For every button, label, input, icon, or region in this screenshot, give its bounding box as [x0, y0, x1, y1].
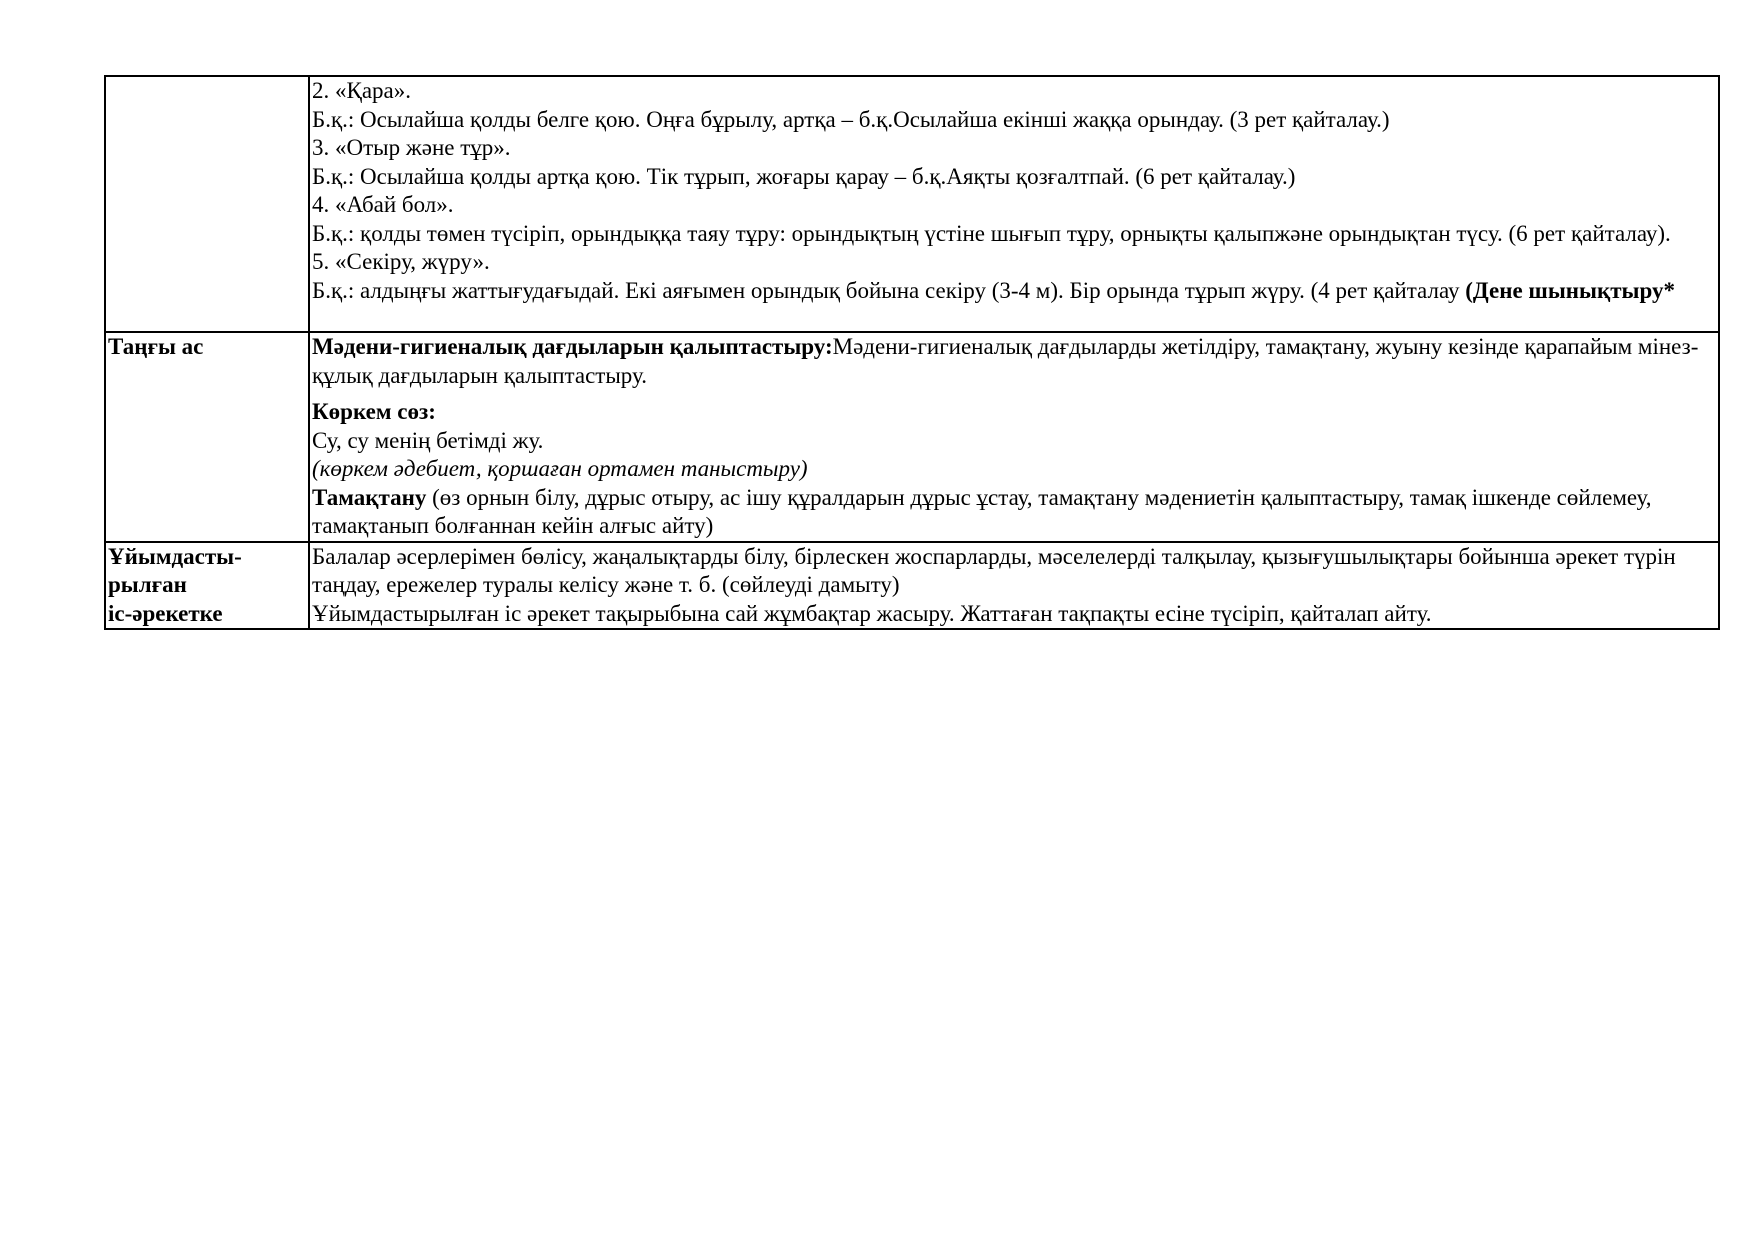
- exercise-line: 5. «Секіру, жүру».: [312, 249, 490, 274]
- exercise-line: 2. «Қара».: [312, 78, 412, 103]
- culture-heading: Мәдени-гигиеналық дағдыларын қалыптастыру:: [312, 334, 833, 359]
- exercise-line: 4. «Абай бол».: [312, 192, 454, 217]
- exercise-line: Б.қ.: қолды төмен түсіріп, орындыққа таяу тұру: орындықтың үстіне шығып тұру, орнықты қалыпжәне орындықтан түсу. (6 рет қайталау).: [312, 220, 1671, 246]
- eating-text: (өз орнын білу, дұрыс отыру, ас ішу құралдарын дұрыс ұстау, тамақтану мәдениетін қалыптастыру, тамақ ішкенде сөйлемеу, тамақтанып болғаннан кейін алғыс айту): [312, 484, 1652, 538]
- exercise-line-text: Б.қ.: алдыңғы жаттығудағыдай. Екі аяғымен орындық бойына секіру (3-4 м). Бір орында тұрып жүру. (4 рет қайталау: [312, 277, 1466, 303]
- table-row: [105, 76, 1719, 332]
- daily-plan-table: [104, 75, 1720, 630]
- art-word-note: (көркем әдебиет, қоршаған ортамен таныстыру): [312, 456, 808, 481]
- exercise-line: Б.қ.: Осылайша қолды артқа қою. Тік тұрып, жоғары қарау – б.қ.Аяқты қозғалтпай. (6 рет қайталау.): [312, 163, 1296, 189]
- row-label-cell: [105, 76, 309, 332]
- label-line: іс-әрекетке: [108, 600, 223, 626]
- organized-text-2: Ұйымдастырылған іс әрекет тақырыбына сай жұмбақтар жасыру. Жаттаған тақпақты есіне түсіріп, қайталап айту.: [312, 600, 1432, 626]
- culture-text: Мәдени-гигиеналық дағдыларды жетілдіру, тамақтану, жуыну кезінде қарапайым мінез-құлық дағдыларын қалыптастыру.: [312, 334, 1699, 388]
- exercise-line: Б.қ.: Осылайша қолды белге қою. Оңға бұрылу, артқа – б.қ.Осылайша екінші жаққа орындау. (3 рет қайталау.): [312, 106, 1390, 132]
- eating-paragraph: [312, 484, 1718, 541]
- exercise-line-final: [312, 277, 1718, 306]
- exercise-content-cell: [309, 76, 1719, 332]
- art-word-heading: Көркем сөз:: [312, 399, 436, 424]
- exercise-line: 3. «Отыр және тұр».: [312, 135, 511, 160]
- art-word-text: Су, су менің бетімді жу.: [312, 427, 544, 453]
- label-line: Ұйымдасты-: [108, 543, 242, 569]
- eating-heading: Тамақтану: [312, 484, 427, 510]
- label-line: рылған: [108, 572, 187, 597]
- subject-tag: (Дене шынықтыру*: [1465, 277, 1675, 303]
- row-label-breakfast: Таңғы ас: [105, 332, 309, 542]
- row-label-organized: [105, 542, 309, 630]
- table-row: [105, 332, 1719, 542]
- organized-text-1: Балалар әсерлерімен бөлісу, жаңалықтарды білу, бірлескен жоспарларды, мәселелерді талқылау, қызығушылықтары бойынша әрекет түрін таңдау, ережелер туралы келісу және т. б. (сөйлеуді дамыту): [312, 543, 1676, 597]
- culture-paragraph: [312, 333, 1718, 390]
- organized-content-cell: [309, 542, 1719, 630]
- table-row: [105, 542, 1719, 630]
- breakfast-content-cell: [309, 332, 1719, 542]
